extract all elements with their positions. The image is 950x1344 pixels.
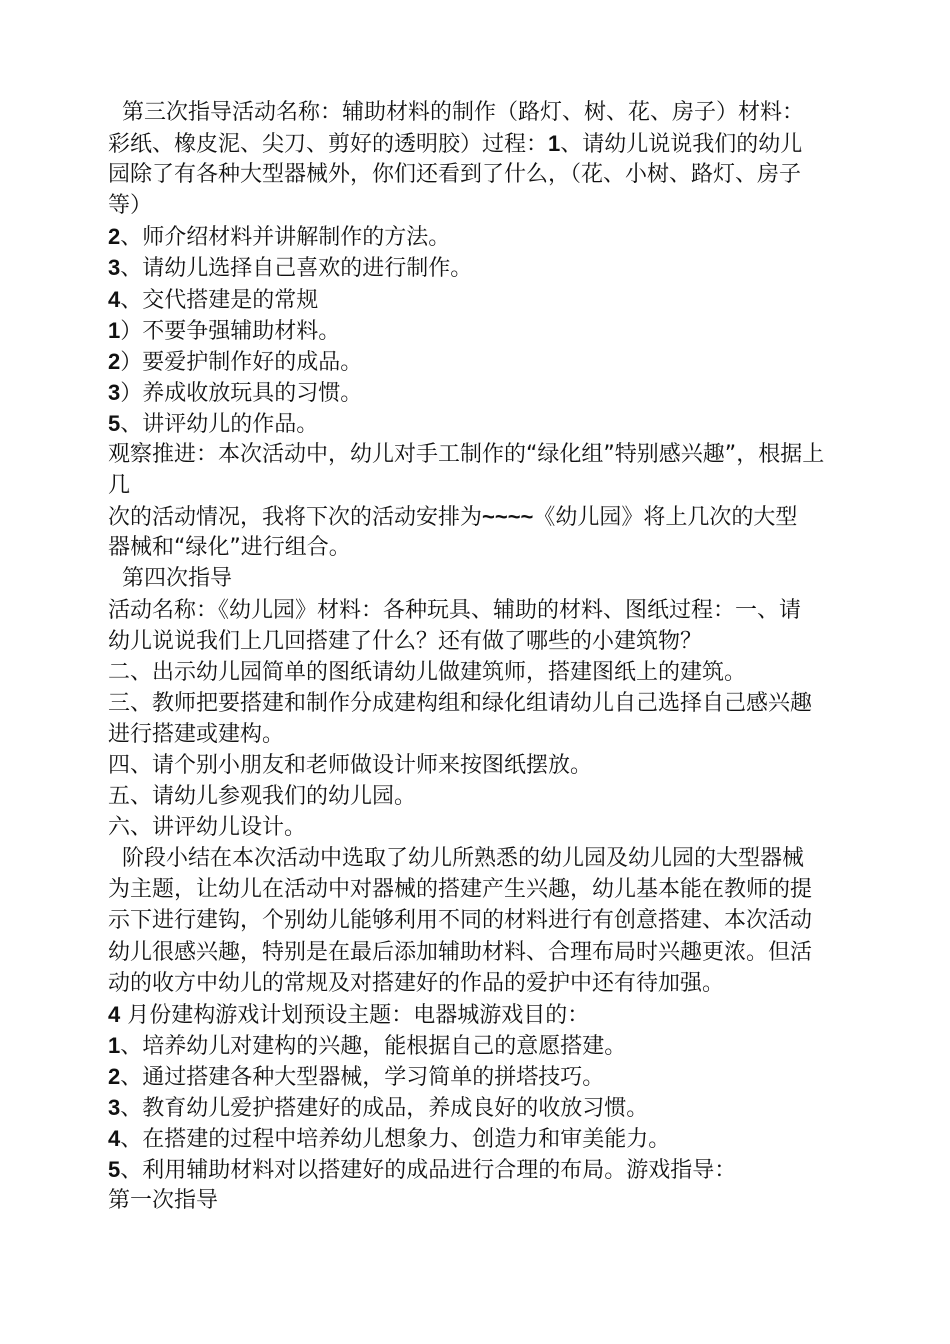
text-line: 活动名称：《幼儿园》材料：各种玩具、辅助的材料、图纸过程：一、请: [108, 597, 802, 623]
text-line: 示下进行建钩，个别幼儿能够利用不同的材料进行有创意搭建、本次活动: [108, 908, 813, 934]
text-line: 等）: [108, 193, 153, 219]
text-line: 2）要爱护制作好的成品。: [108, 348, 363, 375]
text-line: 五、请幼儿参观我们的幼儿园。: [108, 784, 417, 810]
text-line: 几: [108, 473, 131, 499]
text-line: 六、讲评幼儿设计。: [108, 815, 307, 841]
text-line: 为主题，让幼儿在活动中对器械的搭建产生兴趣，幼儿基本能在教师的提: [108, 877, 813, 903]
text-line: 1）不要争强辅助材料。: [108, 317, 341, 344]
document-page: [108, 97, 860, 1216]
text-line: 3、教育幼儿爱护搭建好的成品，养成良好的收放习惯。: [108, 1095, 649, 1121]
text-line: 观察推进：本次活动中，幼儿对手工制作的“绿化组”特别感兴趣”，根据上: [108, 442, 825, 468]
text-line: 次的活动情况，我将下次的活动安排为~~~~《幼儿园》将上几次的大型: [108, 504, 798, 531]
text-line: 5、讲评幼儿的作品。: [108, 410, 319, 437]
text-line: 幼儿说说我们上几回搭建了什么？还有做了哪些的小建筑物？: [108, 628, 703, 654]
text-line: 5、利用辅助材料对以搭建好的成品进行合理的布局。游戏指导：: [108, 1157, 737, 1184]
text-line: 幼儿很感兴趣，特别是在最后添加辅助材料、合理布局时兴趣更浓。但活: [108, 939, 813, 965]
text-line: 4、交代搭建是的常规: [108, 286, 319, 313]
text-line: 进行搭建或建构。: [108, 721, 285, 747]
text-line: 动的收方中幼儿的常规及对搭建好的作品的爱护中还有待加强。: [108, 970, 725, 996]
text-line: 2、师介绍材料并讲解制作的方法。: [108, 224, 451, 251]
text-line: 4、在搭建的过程中培养幼儿想象力、创造力和审美能力。: [108, 1126, 671, 1153]
text-line: 3、请幼儿选择自己喜欢的进行制作。: [108, 255, 473, 282]
text-line: 第三次指导活动名称：辅助材料的制作（路灯、树、花、房子）材料：: [108, 100, 804, 125]
text-line: 4 月份建构游戏计划预设主题：电器城游戏目的：: [108, 1001, 590, 1028]
text-line: 3）养成收放玩具的习惯。: [108, 379, 363, 406]
text-line: 2、通过搭建各种大型器械，学习简单的拼塔技巧。: [108, 1063, 605, 1090]
text-line: 1、培养幼儿对建构的兴趣，能根据自己的意愿搭建。: [108, 1032, 627, 1059]
text-line: 器械和“绿化”进行组合。: [108, 535, 351, 561]
section-heading: 第四次指导: [108, 566, 232, 592]
text-line: 园除了有各种大型器械外，你们还看到了什么，（花、小树、路灯、房子: [108, 162, 802, 188]
text-line: 阶段小结在本次活动中选取了幼儿所熟悉的幼儿园及幼儿园的大型器械: [108, 846, 804, 872]
section-heading: 第一次指导: [108, 1188, 219, 1214]
text-line: 二、出示幼儿园简单的图纸请幼儿做建筑师，搭建图纸上的建筑。: [108, 659, 747, 685]
text-line: 四、请个别小朋友和老师做设计师来按图纸摆放。: [108, 752, 593, 778]
text-line: 彩纸、橡皮泥、尖刀、剪好的透明胶）过程：1、请幼儿说说我们的幼儿: [108, 131, 803, 158]
text-line: 三、教师把要搭建和制作分成建构组和绿化组请幼儿自己选择自己感兴趣: [108, 690, 813, 716]
